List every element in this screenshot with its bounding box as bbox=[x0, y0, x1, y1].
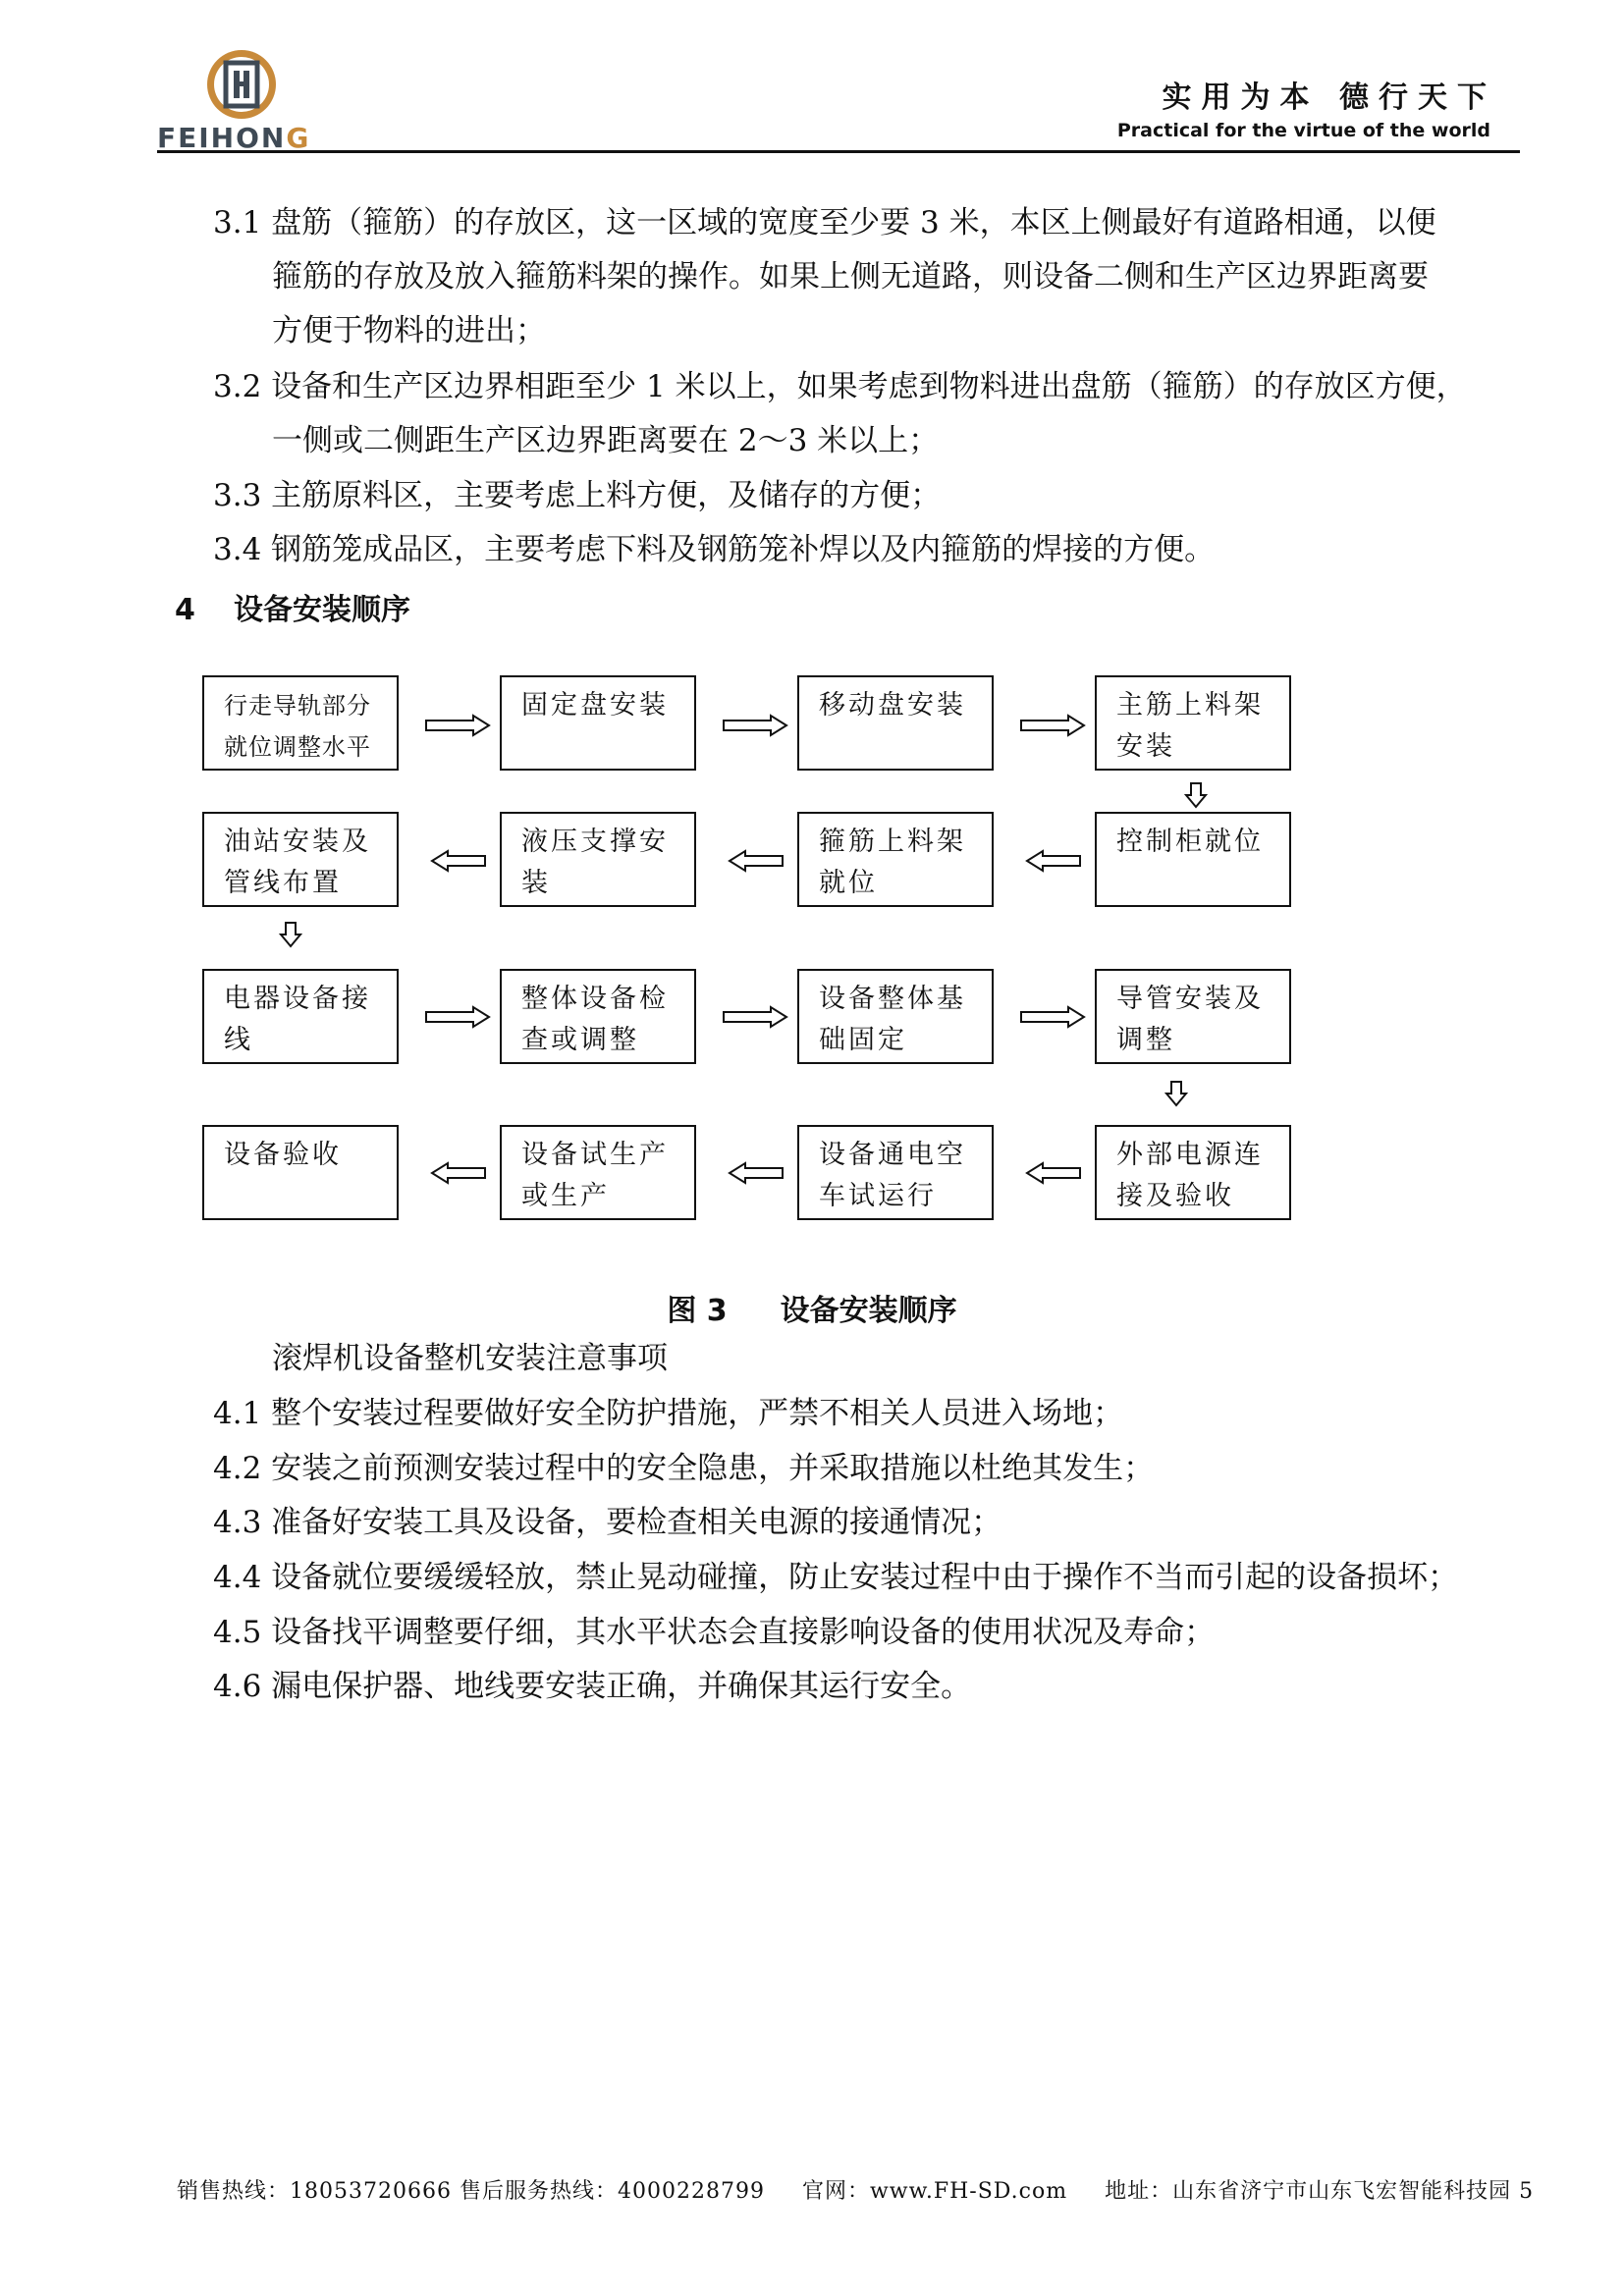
flow-step-16: 设备验收 bbox=[202, 1125, 399, 1220]
slogan-chinese: 实用为本 德行天下 bbox=[1162, 80, 1496, 115]
flow-step-11: 设备整体基础固定 bbox=[797, 969, 994, 1064]
paragraph-3-3: 3.3 主筋原料区，主要考虑上料方便，及储存的方便； bbox=[213, 478, 942, 513]
down-arrow-icon bbox=[1164, 1080, 1188, 1107]
flow-step-14: 设备通电空车试运行 bbox=[797, 1125, 994, 1220]
logo-wordmark: FEIHONG bbox=[157, 122, 311, 154]
header-divider bbox=[157, 150, 1520, 153]
flow-step-10: 整体设备检查或调整 bbox=[500, 969, 696, 1064]
slogan-english: Practical for the virtue of the world bbox=[1116, 120, 1490, 141]
down-arrow-icon bbox=[1184, 781, 1208, 809]
flow-step-1: 行走导轨部分就位调整水平 bbox=[202, 675, 399, 771]
note-4-5: 4.5 设备找平调整要仔细，其水平状态会直接影响设备的使用状况及寿命； bbox=[213, 1615, 1216, 1650]
flow-step-4: 主筋上料架安装 bbox=[1095, 675, 1291, 771]
left-arrow-icon bbox=[1023, 1161, 1082, 1185]
note-4-6: 4.6 漏电保护器、地线要安装正确，并确保其运行安全。 bbox=[213, 1669, 972, 1704]
footer-website: 官网：www.FH-SD.com bbox=[801, 2179, 1068, 2204]
feihong-logo-icon bbox=[204, 47, 279, 122]
figure-caption: 图 3 设备安装顺序 bbox=[667, 1294, 957, 1328]
left-arrow-icon bbox=[428, 849, 487, 873]
note-4-4: 4.4 设备就位要缓缓轻放，禁止晃动碰撞，防止安装过程中由于操作不当而引起的设备损坏； bbox=[213, 1560, 1459, 1595]
down-arrow-icon bbox=[279, 921, 302, 948]
left-arrow-icon bbox=[428, 1161, 487, 1185]
footer-service-hotline: 售后服务热线：4000228799 bbox=[459, 2179, 765, 2204]
page-number: 5 bbox=[1519, 2179, 1535, 2204]
right-arrow-icon bbox=[424, 714, 493, 737]
flow-step-8: 油站安装及管线布置 bbox=[202, 812, 399, 907]
section-4-heading: 4 设备安装顺序 bbox=[175, 593, 410, 627]
left-arrow-icon bbox=[726, 1161, 785, 1185]
right-arrow-icon bbox=[722, 1005, 790, 1029]
flow-step-12: 导管安装及调整 bbox=[1095, 969, 1291, 1064]
footer-address: 地址：山东省济宁市山东飞宏智能科技园 bbox=[1105, 2179, 1512, 2204]
note-4-2: 4.2 安装之前预测安装过程中的安全隐患，并采取措施以杜绝其发生； bbox=[213, 1451, 1155, 1486]
install-sequence-flowchart bbox=[202, 675, 1298, 1225]
notes-intro: 滚焊机设备整机安装注意事项 bbox=[272, 1341, 668, 1376]
left-arrow-icon bbox=[726, 849, 785, 873]
page-footer bbox=[177, 2174, 1534, 2205]
right-arrow-icon bbox=[424, 1005, 493, 1029]
right-arrow-icon bbox=[1019, 1005, 1088, 1029]
flow-step-3: 移动盘安装 bbox=[797, 675, 994, 771]
paragraph-3-1-line-3: 方便于物料的进出； bbox=[272, 313, 546, 348]
note-4-1: 4.1 整个安装过程要做好安全防护措施，严禁不相关人员进入场地； bbox=[213, 1396, 1124, 1431]
note-4-3: 4.3 准备好安装工具及设备，要检查相关电源的接通情况； bbox=[213, 1505, 1002, 1540]
right-arrow-icon bbox=[1019, 714, 1088, 737]
paragraph-3-1-line-2: 箍筋的存放及放入箍筋料架的操作。如果上侧无道路，则设备二侧和生产区边界距离要 bbox=[272, 259, 1429, 294]
flow-step-6: 箍筋上料架就位 bbox=[797, 812, 994, 907]
flow-step-5: 控制柜就位 bbox=[1095, 812, 1291, 907]
flow-step-15: 设备试生产或生产 bbox=[500, 1125, 696, 1220]
left-arrow-icon bbox=[1023, 849, 1082, 873]
flow-step-7: 液压支撑安装 bbox=[500, 812, 696, 907]
flow-step-2: 固定盘安装 bbox=[500, 675, 696, 771]
flow-step-9: 电器设备接线 bbox=[202, 969, 399, 1064]
paragraph-3-1-line-1: 3.1 盘筋（箍筋）的存放区，这一区域的宽度至少要 3 米，本区上侧最好有道路相通，以便 bbox=[213, 205, 1436, 240]
flow-step-13: 外部电源连接及验收 bbox=[1095, 1125, 1291, 1220]
paragraph-3-2-line-1: 3.2 设备和生产区边界相距至少 1 米以上，如果考虑到物料进出盘筋（箍筋）的存放区方便， bbox=[213, 369, 1467, 404]
footer-sales-hotline: 销售热线：18053720666 bbox=[177, 2179, 452, 2204]
paragraph-3-4: 3.4 钢筋笼成品区，主要考虑下料及钢筋笼补焊以及内箍筋的焊接的方便。 bbox=[213, 532, 1216, 567]
right-arrow-icon bbox=[722, 714, 790, 737]
paragraph-3-2-line-2: 一侧或二侧距生产区边界距离要在 2～3 米以上； bbox=[272, 423, 940, 458]
